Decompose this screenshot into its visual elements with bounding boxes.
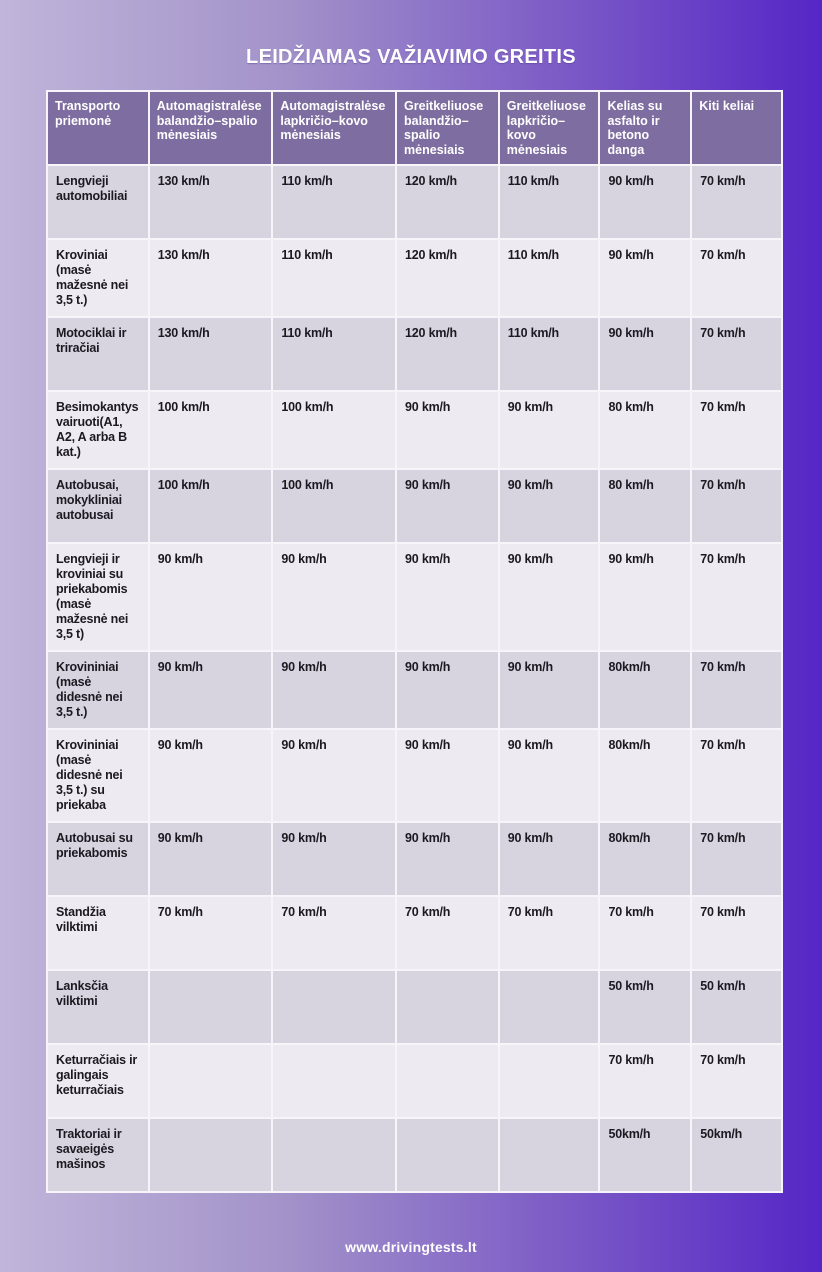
column-header: Kelias su asfalto ir betono danga	[600, 92, 690, 164]
vehicle-cell: Besimokantys vairuoti(A1, A2, A arba B kat.)	[48, 392, 148, 468]
table-row	[48, 730, 781, 821]
vehicle-cell: Traktoriai ir savaeigės mašinos	[48, 1119, 148, 1191]
speed-cell	[150, 971, 272, 1043]
table-row	[48, 392, 781, 468]
speed-cell: 130 km/h	[150, 318, 272, 390]
speed-limits-table	[46, 90, 783, 1193]
speed-cell: 70 km/h	[692, 318, 781, 390]
table-row	[48, 1045, 781, 1117]
vehicle-cell: Motociklai ir triračiai	[48, 318, 148, 390]
vehicle-cell: Krovininiai (masė didesnė nei 3,5 t.)	[48, 652, 148, 728]
speed-cell: 90 km/h	[500, 392, 599, 468]
speed-cell: 110 km/h	[500, 318, 599, 390]
speed-cell: 50 km/h	[600, 971, 690, 1043]
footer-url: www.drivingtests.lt	[345, 1239, 477, 1255]
table-row	[48, 1119, 781, 1191]
column-header: Automagistralėse balandžio–spalio mėnesiais	[150, 92, 272, 164]
speed-cell	[273, 971, 395, 1043]
speed-cell: 70 km/h	[500, 897, 599, 969]
speed-cell: 50km/h	[692, 1119, 781, 1191]
speed-cell: 70 km/h	[692, 544, 781, 650]
table-row	[48, 166, 781, 238]
vehicle-cell: Lengvieji automobiliai	[48, 166, 148, 238]
column-header: Greitkeliuose balandžio–spalio mėnesiais	[397, 92, 498, 164]
vehicle-cell: Lengvieji ir kroviniai su priekabomis (masė mažesnė nei 3,5 t)	[48, 544, 148, 650]
table-row	[48, 823, 781, 895]
speed-cell	[273, 1045, 395, 1117]
table-row	[48, 544, 781, 650]
speed-cell	[397, 1119, 498, 1191]
speed-cell: 50 km/h	[692, 971, 781, 1043]
speed-cell: 120 km/h	[397, 240, 498, 316]
speed-cell: 120 km/h	[397, 318, 498, 390]
speed-cell: 90 km/h	[500, 470, 599, 542]
speed-cell: 100 km/h	[273, 470, 395, 542]
speed-cell: 90 km/h	[150, 544, 272, 650]
speed-cell: 100 km/h	[150, 392, 272, 468]
speed-cell: 70 km/h	[600, 1045, 690, 1117]
speed-cell: 50km/h	[600, 1119, 690, 1191]
table-row	[48, 470, 781, 542]
table-row	[48, 897, 781, 969]
speed-cell: 90 km/h	[273, 544, 395, 650]
speed-cell: 70 km/h	[692, 392, 781, 468]
speed-cell	[500, 971, 599, 1043]
speed-cell	[397, 1045, 498, 1117]
vehicle-cell: Lanksčia vilktimi	[48, 971, 148, 1043]
speed-cell: 120 km/h	[397, 166, 498, 238]
speed-cell: 90 km/h	[600, 544, 690, 650]
speed-cell: 70 km/h	[692, 897, 781, 969]
speed-cell: 70 km/h	[692, 730, 781, 821]
table-row	[48, 971, 781, 1043]
speed-cell: 90 km/h	[273, 730, 395, 821]
speed-cell	[150, 1045, 272, 1117]
speed-cell: 70 km/h	[600, 897, 690, 969]
speed-cell: 70 km/h	[150, 897, 272, 969]
speed-cell: 80km/h	[600, 652, 690, 728]
vehicle-cell: Standžia vilktimi	[48, 897, 148, 969]
speed-cell: 70 km/h	[692, 1045, 781, 1117]
speed-cell: 90 km/h	[397, 823, 498, 895]
speed-cell: 70 km/h	[692, 823, 781, 895]
speed-cell	[500, 1045, 599, 1117]
table-header-row	[48, 92, 781, 164]
speed-cell: 90 km/h	[273, 652, 395, 728]
speed-cell: 90 km/h	[500, 652, 599, 728]
vehicle-cell: Krovininiai (masė didesnė nei 3,5 t.) su priekaba	[48, 730, 148, 821]
vehicle-cell: Autobusai su priekabomis	[48, 823, 148, 895]
speed-cell: 110 km/h	[500, 240, 599, 316]
vehicle-cell: Kroviniai (masė mažesnė nei 3,5 t.)	[48, 240, 148, 316]
speed-cell: 70 km/h	[692, 652, 781, 728]
speed-cell: 90 km/h	[397, 544, 498, 650]
column-header: Kiti keliai	[692, 92, 781, 164]
speed-cell: 110 km/h	[273, 166, 395, 238]
speed-cell: 100 km/h	[273, 392, 395, 468]
speed-cell: 80 km/h	[600, 470, 690, 542]
vehicle-cell: Autobusai, mokykliniai autobusai	[48, 470, 148, 542]
speed-cell: 90 km/h	[150, 652, 272, 728]
speed-cell: 80km/h	[600, 730, 690, 821]
speed-cell: 70 km/h	[692, 470, 781, 542]
speed-cell: 70 km/h	[692, 240, 781, 316]
speed-cell: 90 km/h	[150, 730, 272, 821]
speed-cell: 90 km/h	[500, 823, 599, 895]
speed-cell	[150, 1119, 272, 1191]
speed-cell: 110 km/h	[500, 166, 599, 238]
speed-cell: 90 km/h	[500, 730, 599, 821]
column-header: Greitkeliuose lapkričio–kovo mėnesiais	[500, 92, 599, 164]
speed-cell: 110 km/h	[273, 240, 395, 316]
speed-cell: 70 km/h	[397, 897, 498, 969]
column-header: Transporto priemonė	[48, 92, 148, 164]
speed-cell: 70 km/h	[273, 897, 395, 969]
table-body	[48, 166, 781, 1191]
table-row	[48, 240, 781, 316]
speed-cell: 100 km/h	[150, 470, 272, 542]
speed-cell: 80km/h	[600, 823, 690, 895]
speed-cell: 90 km/h	[600, 240, 690, 316]
speed-cell: 90 km/h	[273, 823, 395, 895]
page-title: LEIDŽIAMAS VAŽIAVIMO GREITIS	[246, 46, 576, 68]
speed-cell: 90 km/h	[397, 392, 498, 468]
speed-cell: 90 km/h	[600, 166, 690, 238]
speed-cell	[273, 1119, 395, 1191]
speed-cell: 90 km/h	[397, 652, 498, 728]
speed-cell: 130 km/h	[150, 166, 272, 238]
table-row	[48, 652, 781, 728]
speed-cell: 90 km/h	[397, 730, 498, 821]
speed-cell: 90 km/h	[500, 544, 599, 650]
speed-cell: 110 km/h	[273, 318, 395, 390]
speed-cell: 80 km/h	[600, 392, 690, 468]
speed-cell: 90 km/h	[600, 318, 690, 390]
speed-cell: 90 km/h	[397, 470, 498, 542]
vehicle-cell: Keturračiais ir galingais keturračiais	[48, 1045, 148, 1117]
column-header: Automagistralėse lapkričio–kovo mėnesiais	[273, 92, 395, 164]
speed-cell	[500, 1119, 599, 1191]
speed-cell	[397, 971, 498, 1043]
table-row	[48, 318, 781, 390]
speed-cell: 90 km/h	[150, 823, 272, 895]
speed-cell: 130 km/h	[150, 240, 272, 316]
speed-cell: 70 km/h	[692, 166, 781, 238]
